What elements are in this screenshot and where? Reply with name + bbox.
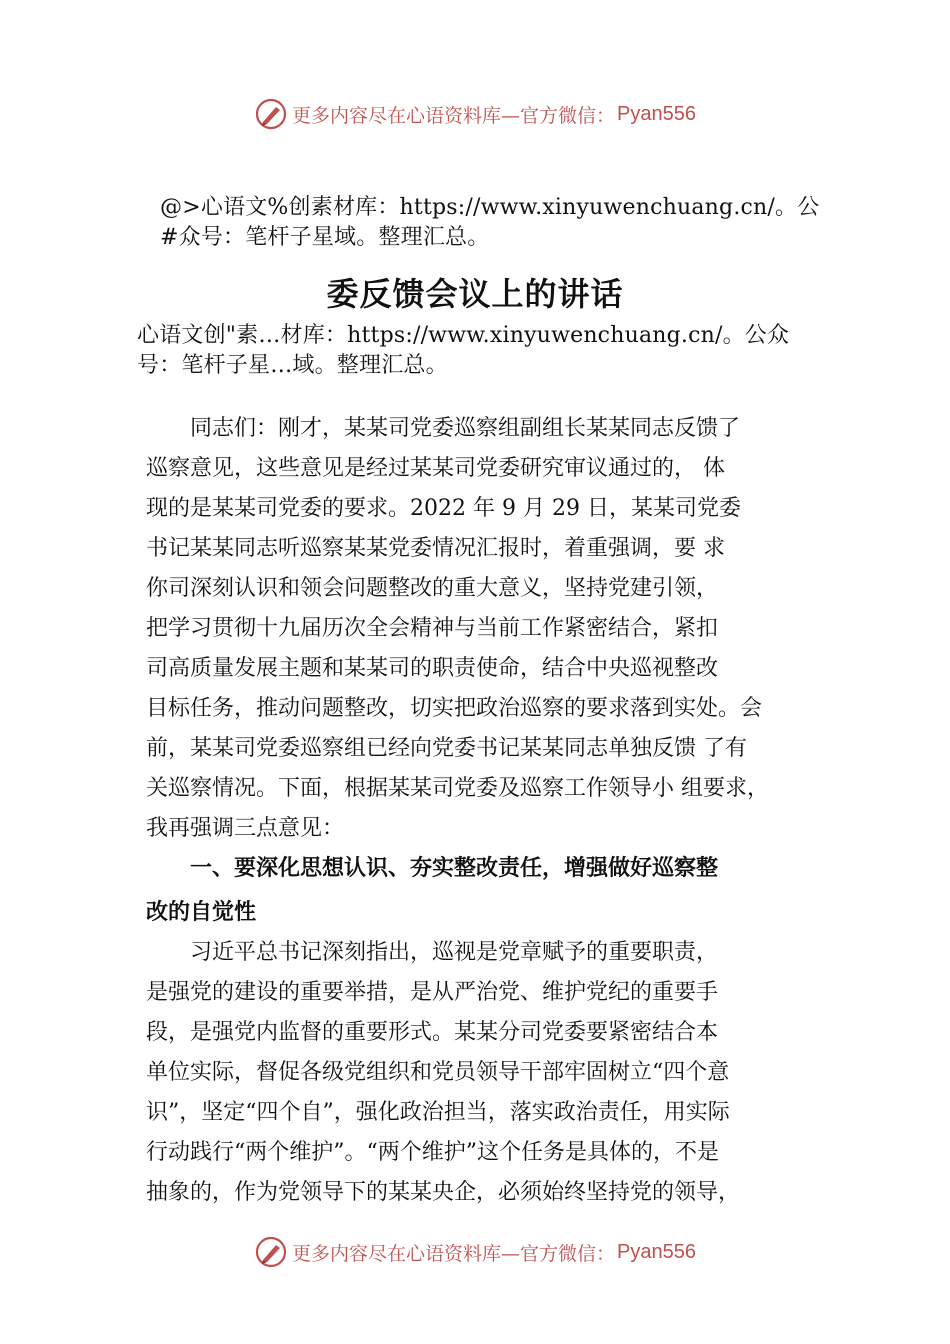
paragraph-line: 把学习贯彻十九届历次全会精神与当前工作紧密结合，紧扣 bbox=[146, 616, 719, 641]
source-note-line-1: @>心语文%创素材库：https://www.xinyuwenchuang.cn/。公 bbox=[160, 195, 820, 220]
paragraph-line: 前，某某司党委巡察组已经向党委书记某某同志单独反馈 了有 bbox=[146, 736, 747, 761]
banner-wechat-id: Pyan556 bbox=[617, 1240, 696, 1263]
page-title: 委反馈会议上的讲话 bbox=[326, 275, 624, 313]
pen-logo-icon bbox=[254, 97, 288, 131]
source-note-2-line-1: 心语文创"素…材库：https://www.xinyuwenchuang.cn/。公众 bbox=[137, 323, 790, 348]
paragraph-line: 是强党的建设的重要举措，是从严治党、维护党纪的重要手 bbox=[146, 980, 719, 1005]
paragraph-line: 关巡察情况。下面，根据某某司党委及巡察工作领导小 组要求， bbox=[146, 776, 769, 801]
paragraph-line: 同志们：刚才，某某司党委巡察组副组长某某同志反馈了 bbox=[146, 416, 741, 441]
footer-banner bbox=[0, 1232, 950, 1272]
paragraph-line: 司高质量发展主题和某某司的职责使命，结合中央巡视整改 bbox=[146, 656, 719, 681]
paragraph-line: 你司深刻认识和领会问题整改的重大意义，坚持党建引领， bbox=[146, 576, 719, 601]
paragraph-line: 书记某某同志听巡察某某党委情况汇报时，着重强调，要 求 bbox=[146, 536, 725, 561]
pen-logo-icon bbox=[254, 1235, 288, 1269]
paragraph-line: 识”，坚定“四个自”，强化政治担当，落实政治责任，用实际 bbox=[146, 1100, 730, 1125]
paragraph-line: 抽象的，作为党领导下的某某央企，必须始终坚持党的领导， bbox=[146, 1180, 741, 1205]
paragraph-line: 行动践行“两个维护”。“两个维护”这个任务是具体的，不是 bbox=[146, 1140, 719, 1165]
paragraph-line: 巡察意见，这些意见是经过某某司党委研究审议通过的， 体 bbox=[146, 456, 725, 481]
paragraph-line: 习近平总书记深刻指出，巡视是党章赋予的重要职责， bbox=[146, 940, 719, 965]
paragraph-line: 现的是某某司党委的要求。2022 年 9 月 29 日，某某司党委 bbox=[146, 496, 741, 521]
source-note-2-line-2: 号：笔杆子星…域。整理汇总。 bbox=[137, 353, 448, 378]
section-heading-line-1: 一、要深化思想认识、夯实整改责任，增强做好巡察整 bbox=[146, 856, 719, 881]
banner-text: 更多内容尽在心语资料库—官方微信： bbox=[292, 1242, 616, 1265]
paragraph-line: 目标任务，推动问题整改，切实把政治巡察的要求落到实处。会 bbox=[146, 696, 763, 721]
section-heading-line-2: 改的自觉性 bbox=[146, 900, 257, 925]
banner-text: 更多内容尽在心语资料库—官方微信： bbox=[292, 104, 616, 127]
paragraph-line: 段，是强党内监督的重要形式。某某分司党委要紧密结合本 bbox=[146, 1020, 719, 1045]
source-note-line-2: #众号：笔杆子星域。整理汇总。 bbox=[160, 225, 490, 250]
header-banner bbox=[0, 94, 950, 134]
paragraph-line: 我再强调三点意见： bbox=[146, 816, 345, 841]
banner-wechat-id: Pyan556 bbox=[617, 102, 696, 125]
paragraph-line: 单位实际，督促各级党组织和党员领导干部牢固树立“四个意 bbox=[146, 1060, 730, 1085]
